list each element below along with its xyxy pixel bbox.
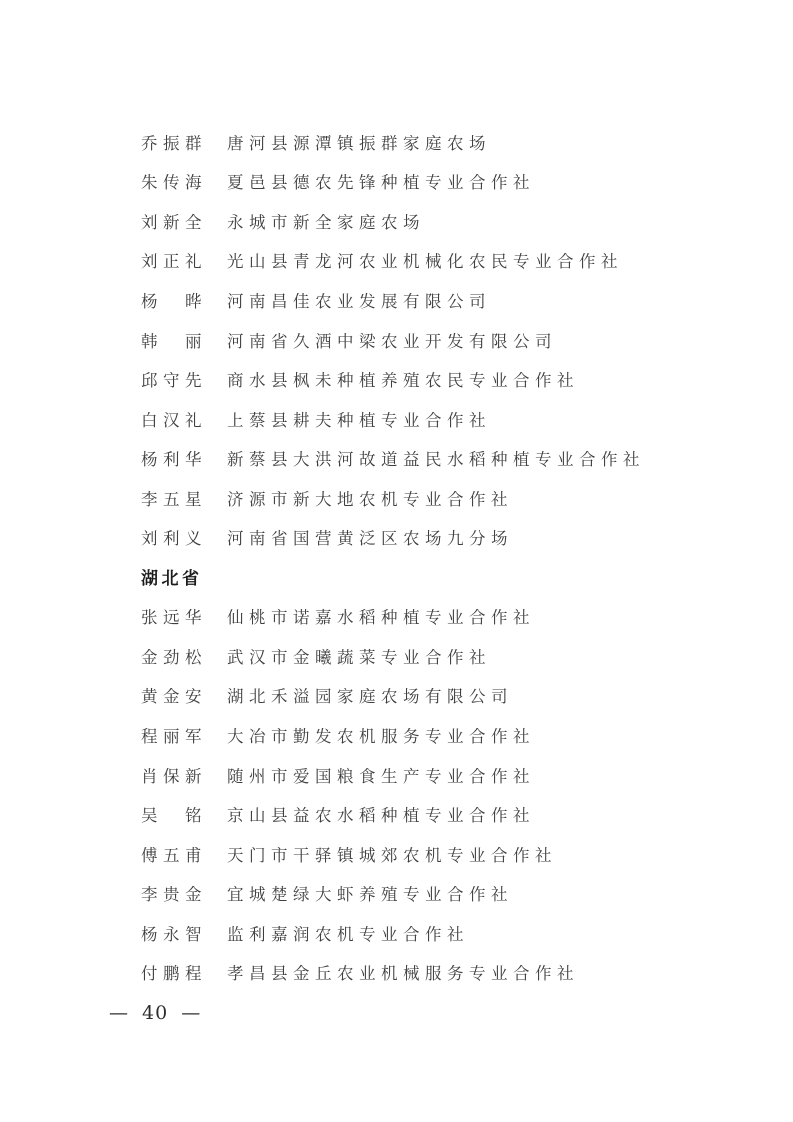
list-row: [141, 834, 763, 874]
entry-name: 乔振群: [141, 133, 207, 153]
entry-org: 光山县青龙河农业机械化农民专业合作社: [227, 252, 623, 272]
list-row: [141, 873, 763, 913]
entry-name: 白汉礼: [141, 410, 207, 430]
list-row: [141, 715, 763, 755]
entry-org: 京山县益农水稻种植专业合作社: [227, 806, 535, 826]
list-row: [141, 241, 763, 281]
province-section-header: [141, 557, 763, 597]
entry-name: 张远华: [141, 608, 207, 628]
entry-org: 河南昌佳农业发展有限公司: [227, 291, 491, 311]
list-row: [141, 478, 763, 518]
entry-name: 刘利义: [141, 529, 207, 549]
entry-name: 傅五甫: [141, 845, 207, 865]
list-row: [141, 280, 763, 320]
entry-name: 付鹏程: [141, 964, 207, 984]
list-row: [141, 122, 763, 162]
list-row: [141, 359, 763, 399]
entry-name: 刘正礼: [141, 252, 207, 272]
list-row: [141, 320, 763, 360]
list-row: [141, 438, 763, 478]
list-row: [141, 952, 763, 992]
entry-org: 大冶市勤发农机服务专业合作社: [227, 726, 535, 746]
entry-name: 韩 丽: [141, 331, 207, 351]
award-list: [141, 122, 763, 992]
entry-org: 新蔡县大洪河故道益民水稻种植专业合作社: [227, 450, 645, 470]
entry-name: 朱传海: [141, 173, 207, 193]
entry-name: 邱守先: [141, 371, 207, 391]
list-row: [141, 517, 763, 557]
entry-name: 杨 晔: [141, 291, 207, 311]
entry-org: 武汉市金曦蔬菜专业合作社: [227, 647, 491, 667]
list-row: [141, 636, 763, 676]
entry-org: 宜城楚绿大虾养殖专业合作社: [227, 885, 513, 905]
entry-name: 刘新全: [141, 212, 207, 232]
entry-org: 夏邑县德农先锋种植专业合作社: [227, 173, 535, 193]
entry-name: 肖保新: [141, 766, 207, 786]
entry-org: 永城市新全家庭农场: [227, 212, 425, 232]
entry-org: 河南省国营黄泛区农场九分场: [227, 529, 513, 549]
entry-name: 李五星: [141, 489, 207, 509]
page-number: — 40 —: [109, 1002, 202, 1024]
entry-name: 程丽军: [141, 726, 207, 746]
entry-org: 河南省久酒中梁农业开发有限公司: [227, 331, 557, 351]
entry-org: 上蔡县耕夫种植专业合作社: [227, 410, 491, 430]
list-row: [141, 597, 763, 637]
list-row: [141, 201, 763, 241]
province-name: 湖北省: [141, 569, 203, 589]
list-row: [141, 755, 763, 795]
entry-org: 商水县枫未种植养殖农民专业合作社: [227, 371, 579, 391]
entry-org: 孝昌县金丘农业机械服务专业合作社: [227, 964, 579, 984]
list-row: [141, 399, 763, 439]
entry-org: 湖北禾溢园家庭农场有限公司: [227, 687, 513, 707]
list-row: [141, 162, 763, 202]
entry-name: 李贵金: [141, 885, 207, 905]
entry-name: 吴 铭: [141, 806, 207, 826]
list-row: [141, 794, 763, 834]
list-row: [141, 913, 763, 953]
entry-name: 杨利华: [141, 450, 207, 470]
entry-org: 仙桃市诺嘉水稻种植专业合作社: [227, 608, 535, 628]
list-row: [141, 676, 763, 716]
entry-name: 黄金安: [141, 687, 207, 707]
entry-name: 金劲松: [141, 647, 207, 667]
entry-org: 随州市爱国粮食生产专业合作社: [227, 766, 535, 786]
entry-name: 杨永智: [141, 924, 207, 944]
entry-org: 济源市新大地农机专业合作社: [227, 489, 513, 509]
entry-org: 天门市干驿镇城郊农机专业合作社: [227, 845, 557, 865]
entry-org: 监利嘉润农机专业合作社: [227, 924, 469, 944]
entry-org: 唐河县源潭镇振群家庭农场: [227, 133, 491, 153]
